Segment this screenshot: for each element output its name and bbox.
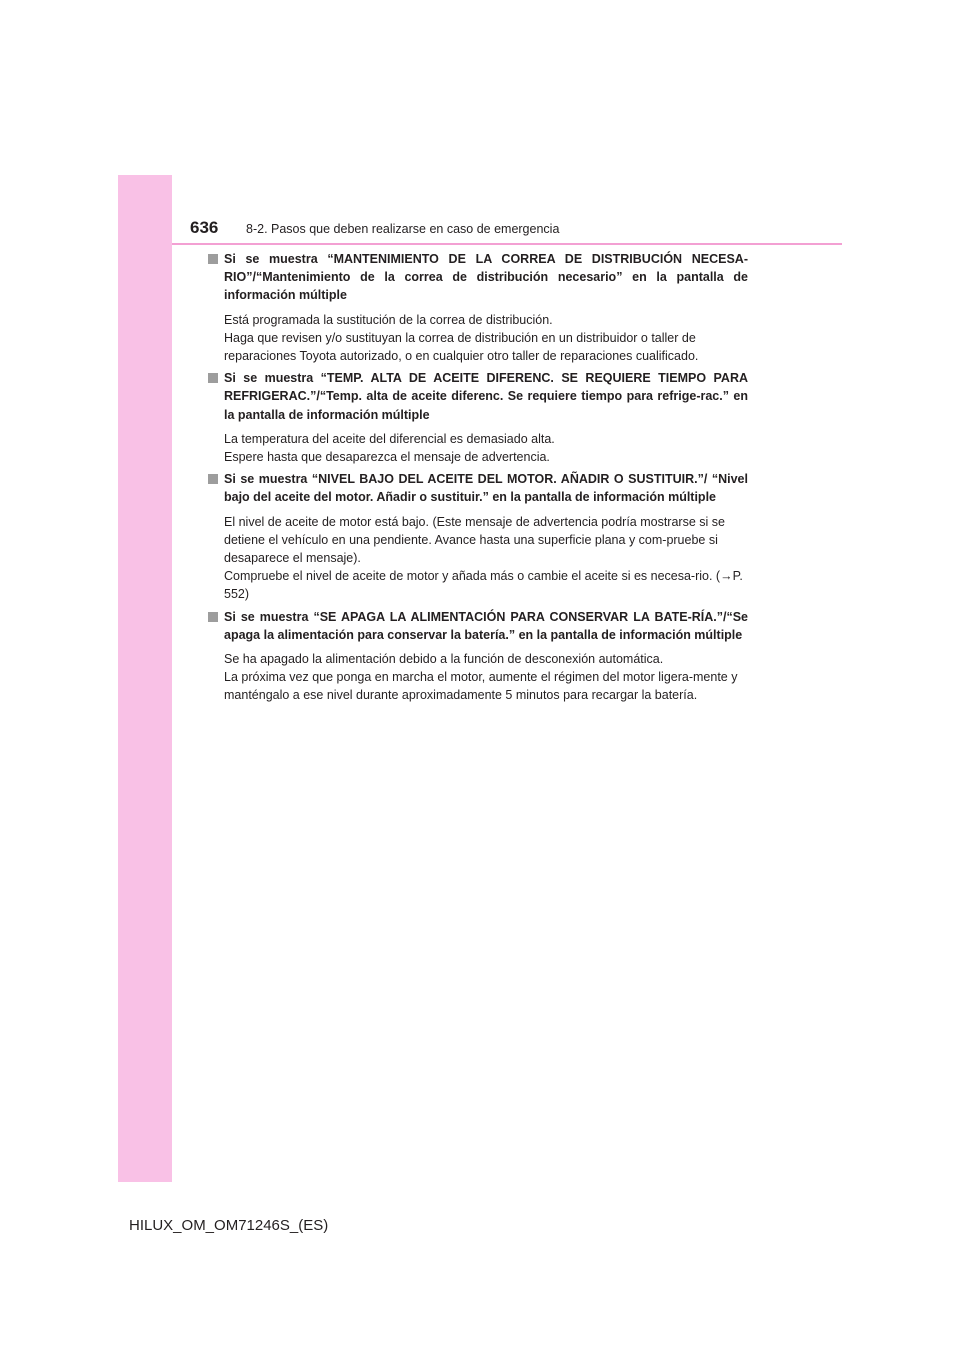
document-code: HILUX_OM_OM71246S_(ES) <box>129 1217 329 1234</box>
section-timing-belt <box>208 250 748 365</box>
square-bullet-icon <box>208 474 218 484</box>
chapter-side-band <box>118 175 172 1182</box>
body-paragraph: La próxima vez que ponga en marcha el motor, aumente el régimen del motor ligera-mente y manténgalo a ese nivel durante aproximadamente 5 minutos para recargar la batería. <box>224 670 738 703</box>
body-paragraph: Haga que revisen y/o sustituyan la correa de distribución en un distribuidor o taller de reparaciones Toyota autorizado, o en cualquier otro taller de reparaciones cualificado. <box>224 330 699 364</box>
body-paragraph: El nivel de aceite de motor está bajo. (Este mensaje de advertencia podría mostrarse si se detiene el vehículo en una pendiente. Avance hasta una superficie plana y com-pruebe si desaparece el mensaje). <box>224 514 725 566</box>
header-rule <box>172 243 842 245</box>
page-content <box>208 250 748 709</box>
section-low-engine-oil <box>208 470 748 603</box>
body-paragraph: Se ha apagado la alimentación debido a la función de desconexión automática. <box>224 652 664 667</box>
body-paragraph: La temperatura del aceite del diferencial es demasiado alta. <box>224 431 555 446</box>
section-body <box>224 430 748 466</box>
page-number: 636 <box>190 218 219 237</box>
section-body <box>224 311 748 366</box>
section-body <box>224 650 748 705</box>
section-heading: Si se muestra “NIVEL BAJO DEL ACEITE DEL MOTOR. AÑADIR O SUSTITUIR.”/ “Nivel bajo del aceite del motor. Añadir o sustituir.” en la pantalla de información múltiple <box>224 472 748 505</box>
section-differential-oil-temp <box>208 369 748 466</box>
section-heading: Si se muestra “MANTENIMIENTO DE LA CORREA DE DISTRIBUCIÓN NECESA-RIO”/“Mantenimiento de la correa de distribución necesario” en la pantalla de información múltiple <box>224 252 748 303</box>
body-paragraph: Espere hasta que desaparezca el mensaje de advertencia. <box>224 450 550 465</box>
section-heading: Si se muestra “TEMP. ALTA DE ACEITE DIFERENC. SE REQUIERE TIEMPO PARA REFRIGERAC.”/“Temp. alta de aceite diferenc. Se requiere tiempo para refrige-rac.” en la pantalla de información múltiple <box>224 371 748 422</box>
body-paragraph: Compruebe el nivel de aceite de motor y añada más o cambie el aceite si es necesa-rio. (→P. 552) <box>224 569 743 602</box>
section-heading: Si se muestra “SE APAGA LA ALIMENTACIÓN PARA CONSERVAR LA BATE-RÍA.”/“Se apaga la alimentación para conservar la batería.” en la pantalla de información múltiple <box>224 609 748 642</box>
running-head: 8-2. Pasos que deben realizarse en caso de emergencia <box>246 222 560 236</box>
section-body <box>224 513 748 604</box>
square-bullet-icon <box>208 612 218 622</box>
square-bullet-icon <box>208 254 218 264</box>
square-bullet-icon <box>208 373 218 383</box>
body-paragraph: Está programada la sustitución de la correa de distribución. <box>224 312 553 327</box>
section-battery-power-off <box>208 608 748 705</box>
